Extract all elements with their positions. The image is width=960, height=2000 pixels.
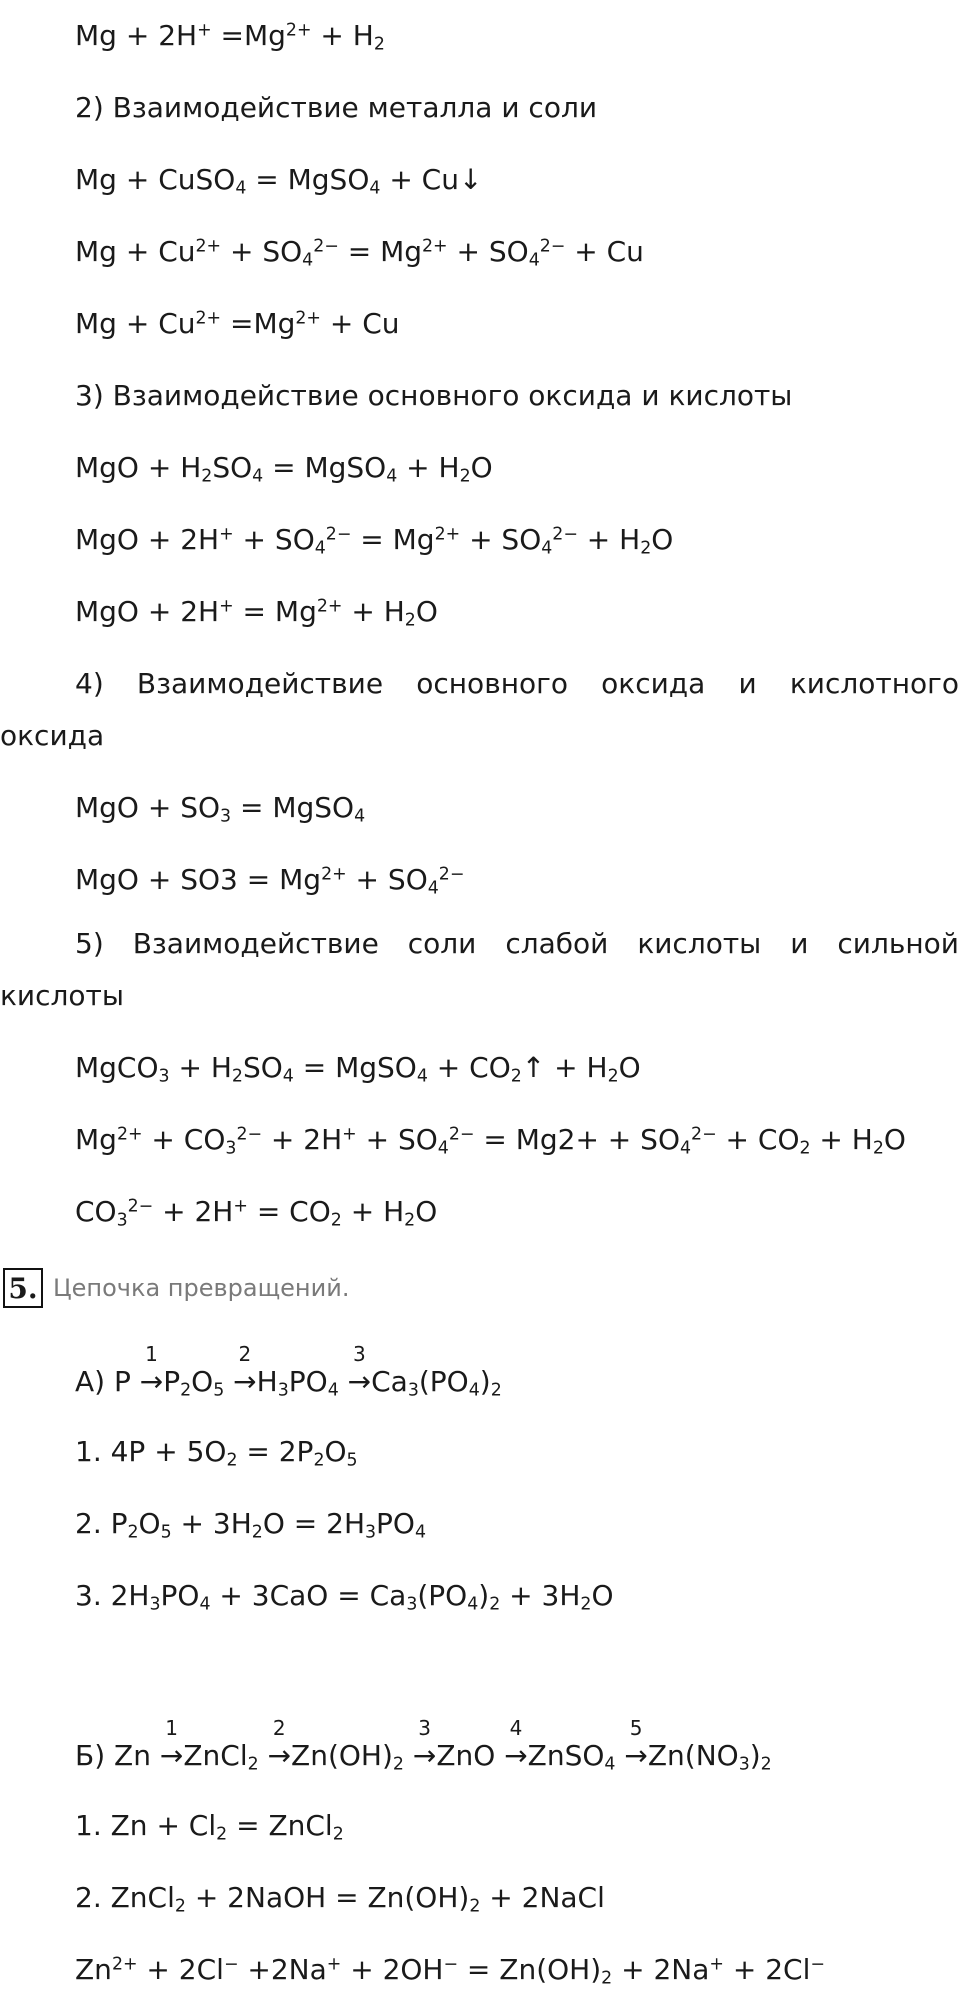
equation-line: $CO_3^{2-} + 2H^+ = CO_2 + H_2O$ (75, 1195, 438, 1231)
equation-line: MgO + $SO3 = Mg^{2+} + SO_4^{2-}$ (75, 863, 465, 899)
chain-scheme-a: А) P → 1 $P_2O_5$ → 2 $H_3PO_4$ → 3 $Ca_3(PO_4)_2$ (75, 1342, 502, 1401)
step-number: 1 (165, 1716, 178, 1740)
step-number: 5 (629, 1716, 643, 1740)
equation-line: Mg + CuSO$_4$ = MgSO$_4$ + Cu↓ (75, 163, 483, 199)
equation-line: $Mg + 2H^+ =Mg^{2+} + H_2$ (75, 19, 385, 55)
section-heading-continuation: оксида (0, 719, 105, 752)
equation-line: MgO + $H_2SO_4$ = MgSO$_4$ + $H_2O$ (75, 451, 493, 487)
section-heading: 5) Взаимодействие соли слабой кислоты и сильной (75, 927, 959, 960)
step-number: 1 (145, 1342, 158, 1366)
section-heading: 2) Взаимодействие металла и соли (75, 91, 598, 124)
reaction-arrow: → 2 (233, 1342, 257, 1398)
section-heading-continuation: кислоты (0, 979, 124, 1012)
reaction-arrow: → 3 (412, 1716, 437, 1772)
equation-line: $Mg + Cu^{2+} + SO_4^{2-} = Mg^{2+} + SO_4^{2-} + Cu$ (75, 235, 644, 271)
section-heading: 3) Взаимодействие основного оксида и кислоты (75, 379, 793, 412)
chain-step: 1. $Zn + Cl_2$ = ZnCl$_2$ (75, 1809, 344, 1845)
reaction-arrow: → 1 (159, 1716, 184, 1772)
equation-line: MgCO$_3$ + $H_2SO_4$ = MgSO$_4$ + $CO_2↑ + H_2O$ (75, 1051, 641, 1087)
reaction-arrow: → 4 (504, 1716, 528, 1772)
step-number: 4 (509, 1716, 523, 1740)
equation-line: MgO + $SO_3$ = MgSO$_4$ (75, 791, 366, 827)
reaction-arrow: → 3 (347, 1342, 372, 1398)
section-heading: 4) Взаимодействие основного оксида и кислотного (75, 667, 959, 700)
task-title: Цепочка превращений. (53, 1274, 350, 1302)
step-number: 3 (418, 1716, 431, 1740)
chain-scheme-b: Б) Zn → 1 ZnCl$_2$ → 2 $Zn(OH)_2$ → 3 ZnO → 4 ZnSO$_4$ → 5 $Zn(NO_3)_2$ (75, 1716, 772, 1775)
chain-step: $Zn^{2+} + 2Cl^- +2Na^+ + 2OH^- = Zn(OH)_2 + 2Na^+ + 2Cl^-$ (75, 1953, 825, 1989)
step-number: 2 (238, 1342, 252, 1366)
task-header (3, 1266, 349, 1310)
equation-line: $Mg + Cu^{2+} =Mg^{2+} + Cu$ (75, 307, 400, 340)
chain-step: 2. ZnCl$_2$ + 2NaOH = $Zn(OH)_2$ + 2NaCl (75, 1881, 605, 1917)
equation-line: $Mg^{2+} + CO_3^{2-} + 2H^+ + SO_4^{2-} = Mg2+ + SO_4^{2-} + CO_2 + H_2O$ (75, 1123, 906, 1159)
reaction-arrow: → 5 (624, 1716, 648, 1772)
reaction-arrow: → 1 (139, 1342, 164, 1398)
task-number-box: 5. (3, 1268, 43, 1308)
reaction-arrow: → 2 (267, 1716, 292, 1772)
equation-line: MgO + $2H^+ + SO_4^{2-} = Mg^{2+} + SO_4^{2-} + H_2O$ (75, 523, 674, 559)
chain-step: 1. $4P + 5O_2 = 2P_2O_5$ (75, 1435, 358, 1471)
equation-line: MgO + $2H^+ = Mg^{2+} + H_2O$ (75, 595, 438, 631)
chain-step: 2. $P_2O_5 + 3H_2O = 2H_3PO_4$ (75, 1507, 427, 1543)
step-number: 3 (353, 1342, 366, 1366)
step-number: 2 (272, 1716, 286, 1740)
chain-step: 3. $2H_3PO_4 + 3CaO = Ca_3(PO_4)_2 + 3H_2O$ (75, 1579, 614, 1615)
